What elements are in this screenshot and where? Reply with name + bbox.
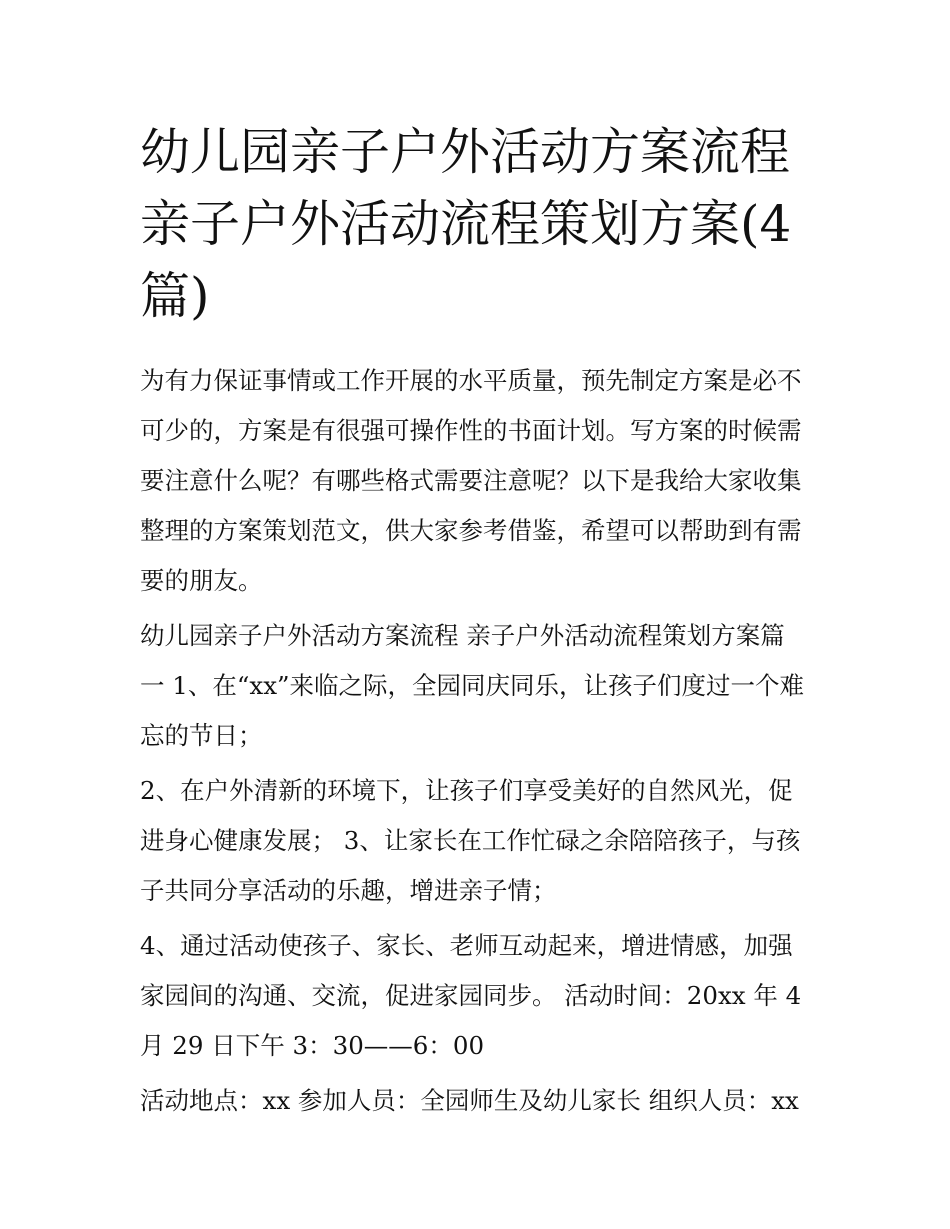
text-line: 幼儿园亲子户外活动方案流程 亲子户外活动流程策划方案篇 [140, 621, 785, 650]
text-line: 进身心健康发展； 3、让家长在工作忙碌之余陪陪孩子，与孩 [140, 826, 801, 855]
text-line: 为有力保证事情或工作开展的水平质量，预先制定方案是必不 [140, 366, 802, 395]
paragraph-point-two [140, 766, 820, 916]
text-line: 月 29 日下午 3：30——6：00 [140, 1031, 485, 1060]
text-line: 一 1、在“xx”来临之际，全园同庆同乐，让孩子们度过一个难 [140, 671, 805, 700]
text-line: 整理的方案策划范文，供大家参考借鉴，希望可以帮助到有需 [140, 516, 802, 545]
text-line: 要注意什么呢？有哪些格式需要注意呢？以下是我给大家收集 [140, 466, 802, 495]
text-line: 2、在户外清新的环境下，让孩子们享受美好的自然风光，促 [140, 776, 793, 805]
text-line: 要的朋友。 [140, 566, 263, 595]
paragraph-point-four [140, 921, 820, 1071]
document-title [140, 116, 820, 332]
paragraph-article-one [140, 611, 820, 761]
paragraph-location [140, 1076, 820, 1126]
text-line: 活动地点：xx 参加人员：全园师生及幼儿家长 组织人员：xx [140, 1086, 799, 1115]
text-line: 子共同分享活动的乐趣，增进亲子情； [140, 876, 557, 905]
text-line: 可少的，方案是有很强可操作性的书面计划。写方案的时候需 [140, 416, 802, 445]
title-line: 篇) [140, 267, 210, 325]
title-line: 亲子户外活动流程策划方案(4 [140, 195, 792, 253]
document-body [140, 356, 820, 1126]
text-line: 忘的节日； [140, 721, 263, 750]
paragraph-intro [140, 356, 820, 606]
text-line: 4、通过活动使孩子、家长、老师互动起来，增进情感，加强 [140, 931, 793, 960]
text-line: 家园间的沟通、交流，促进家园同步。 活动时间：20xx 年 4 [140, 981, 802, 1010]
title-line: 幼儿园亲子户外活动方案流程 [140, 123, 790, 181]
